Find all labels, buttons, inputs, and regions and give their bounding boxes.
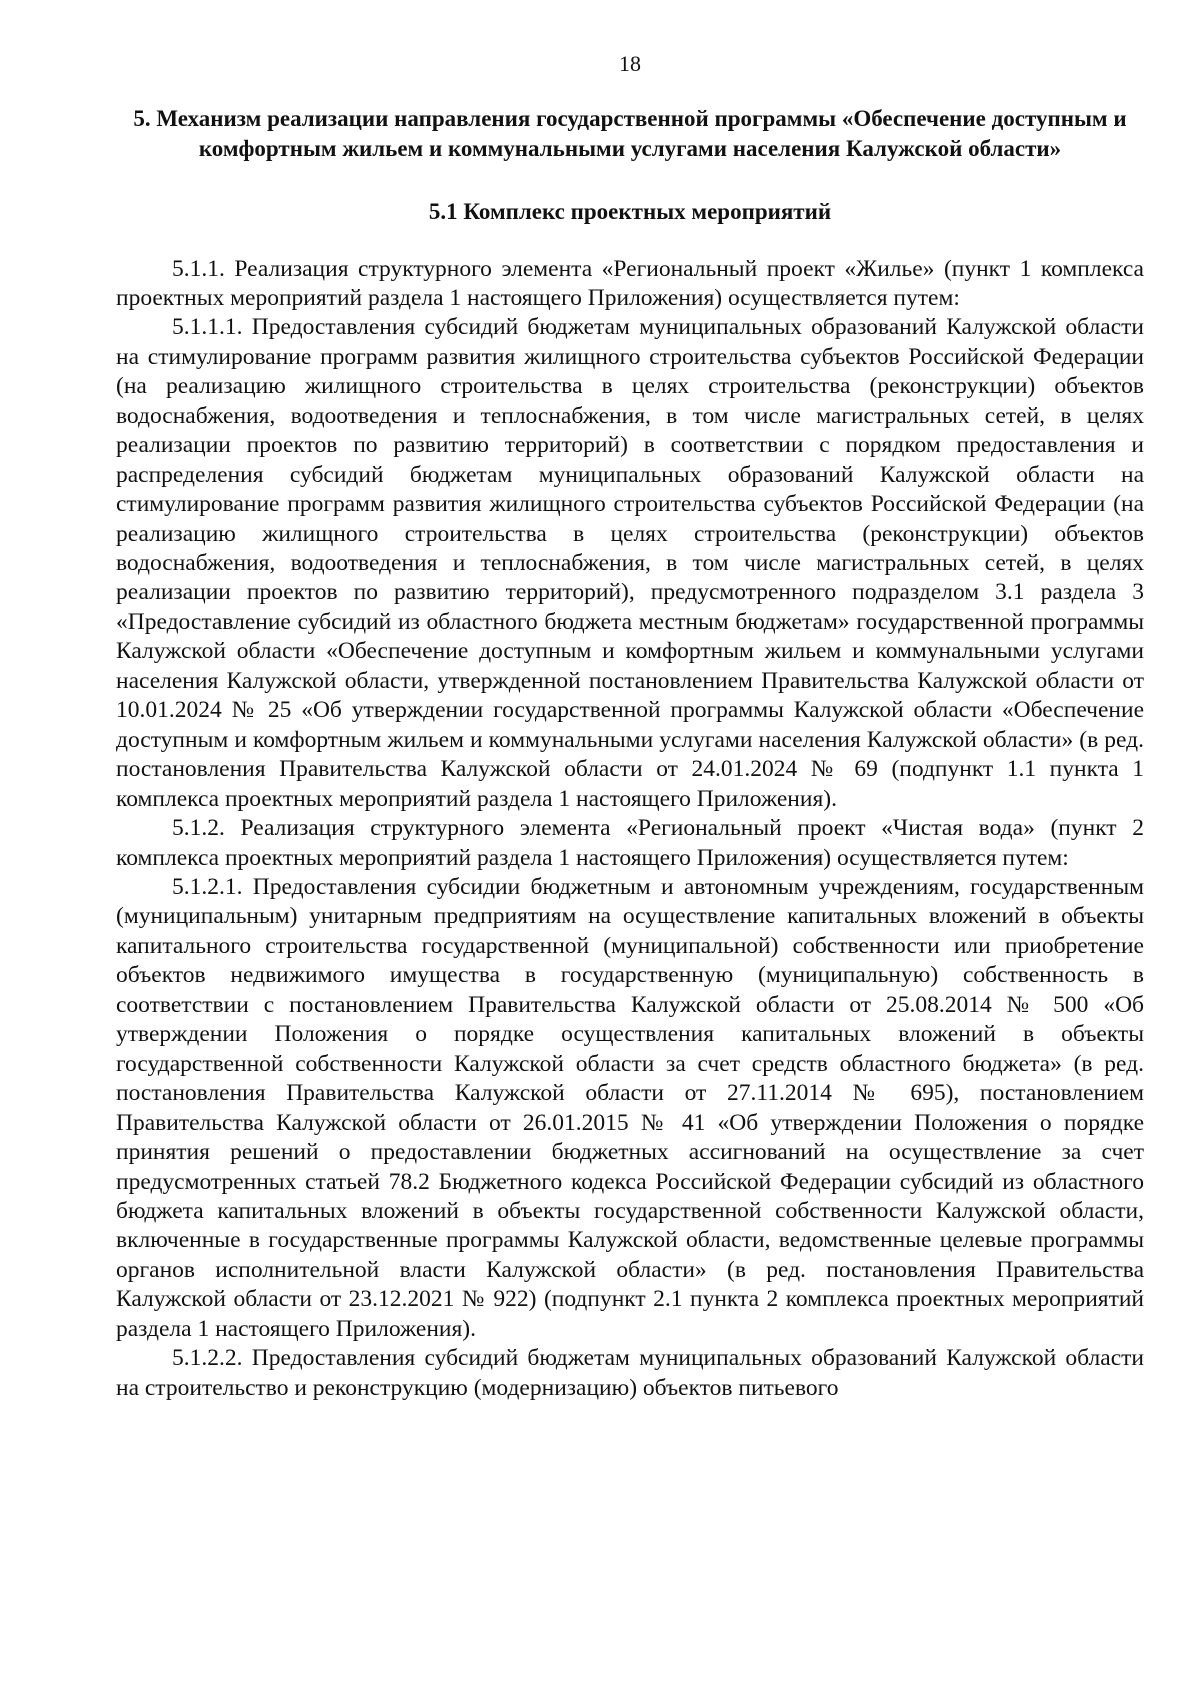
body-text [116,255,1144,1404]
subsection-title: 5.1 Комплекс проектных мероприятий [428,199,832,224]
page-number: 18 [619,51,641,76]
paragraph-5-1-2: 5.1.2. Реализация структурного элемента «Региональный проект «Чистая вода» (пункт 2 комплекса проектных мероприятий раздела 1 настоящего Приложения) осуществляется путем: [116,815,1144,871]
paragraph-5-1-1: 5.1.1. Реализация структурного элемента «Региональный проект «Жилье» (пункт 1 комплекса проектных мероприятий раздела 1 настоящего Приложения) осуществляется путем: [116,255,1144,311]
paragraph-5-1-2-1: 5.1.2.1. Предоставления субсидии бюджетным и автономным учреждениям, государственным (муниципальным) унитарным предприятиям на осуществление капитальных вложений в объекты капитального строительства государственной (муниципальной) собственности или приобретение объектов недвижимого имущества в государственную (муниципальную) собственность в соответствии с постановлением Правительства Калужской области от 25.08.2014 № 500 «Об утверждении Положения о порядке осуществления капитальных вложений в объекты государственной собственности Калужской области за счет средств областного бюджета» (в ред. постановления Правительства Калужской области от 27.11.2014 № 695), постановлением Правительства Калужской области от 26.01.2015 № 41 «Об утверждении Положения о порядке принятия решений о предоставлении бюджетных ассигнований на осуществление за счет предусмотренных статьей 78.2 Бюджетного кодекса Российской Федерации субсидий из областного бюджета капитальных вложений в объекты государственной собственности Калужской области, включенные в государственные программы Калужской области, ведомственные целевые программы органов исполнительной власти Калужской области» (в ред. постановления Правительства Калужской области от 23.12.2021 № 922) (подпункт 2.1 пункта 2 комплекса проектных мероприятий раздела 1 настоящего Приложения). [116,874,1144,1342]
paragraph-5-1-2-2: 5.1.2.2. Предоставления субсидий бюджетам муниципальных образований Калужской области на строительство и реконструкцию (модернизацию) объектов питьевого [116,1345,1144,1401]
section-title: 5. Механизм реализации направления государственной программы «Обеспечение доступным и комфортным жильем и коммунальными услугами населения Калужской области» [133,106,1127,161]
paragraph-5-1-1-1: 5.1.1.1. Предоставления субсидий бюджетам муниципальных образований Калужской области на стимулирование программ развития жилищного строительства субъектов Российской Федерации (на реализацию жилищного строительства в целях строительства (реконструкции) объектов водоснабжения, водоотведения и теплоснабжения, в том числе магистральных сетей, в целях реализации проектов по развитию территорий) в соответствии с порядком предоставления и распределения субсидий бюджетам муниципальных образований Калужской области на стимулирование программ развития жилищного строительства субъектов Российской Федерации (на реализацию жилищного строительства в целях строительства (реконструкции) объектов водоснабжения, водоотведения и теплоснабжения, в том числе магистральных сетей, в целях реализации проектов по развитию территорий), предусмотренного подразделом 3.1 раздела 3 «Предоставление субсидий из областного бюджета местным бюджетам» государственной программы Калужской области «Обеспечение доступным и комфортным жильем и коммунальными услугами населения Калужской области, утвержденной постановлением Правительства Калужской области от 10.01.2024 № 25 «Об утверждении государственной программы Калужской области «Обеспечение доступным и комфортным жильем и коммунальными услугами населения Калужской области» (в ред. постановления Правительства Калужской области от 24.01.2024 № 69 (подпункт 1.1 пункта 1 комплекса проектных мероприятий раздела 1 настоящего Приложения). [116,314,1144,812]
